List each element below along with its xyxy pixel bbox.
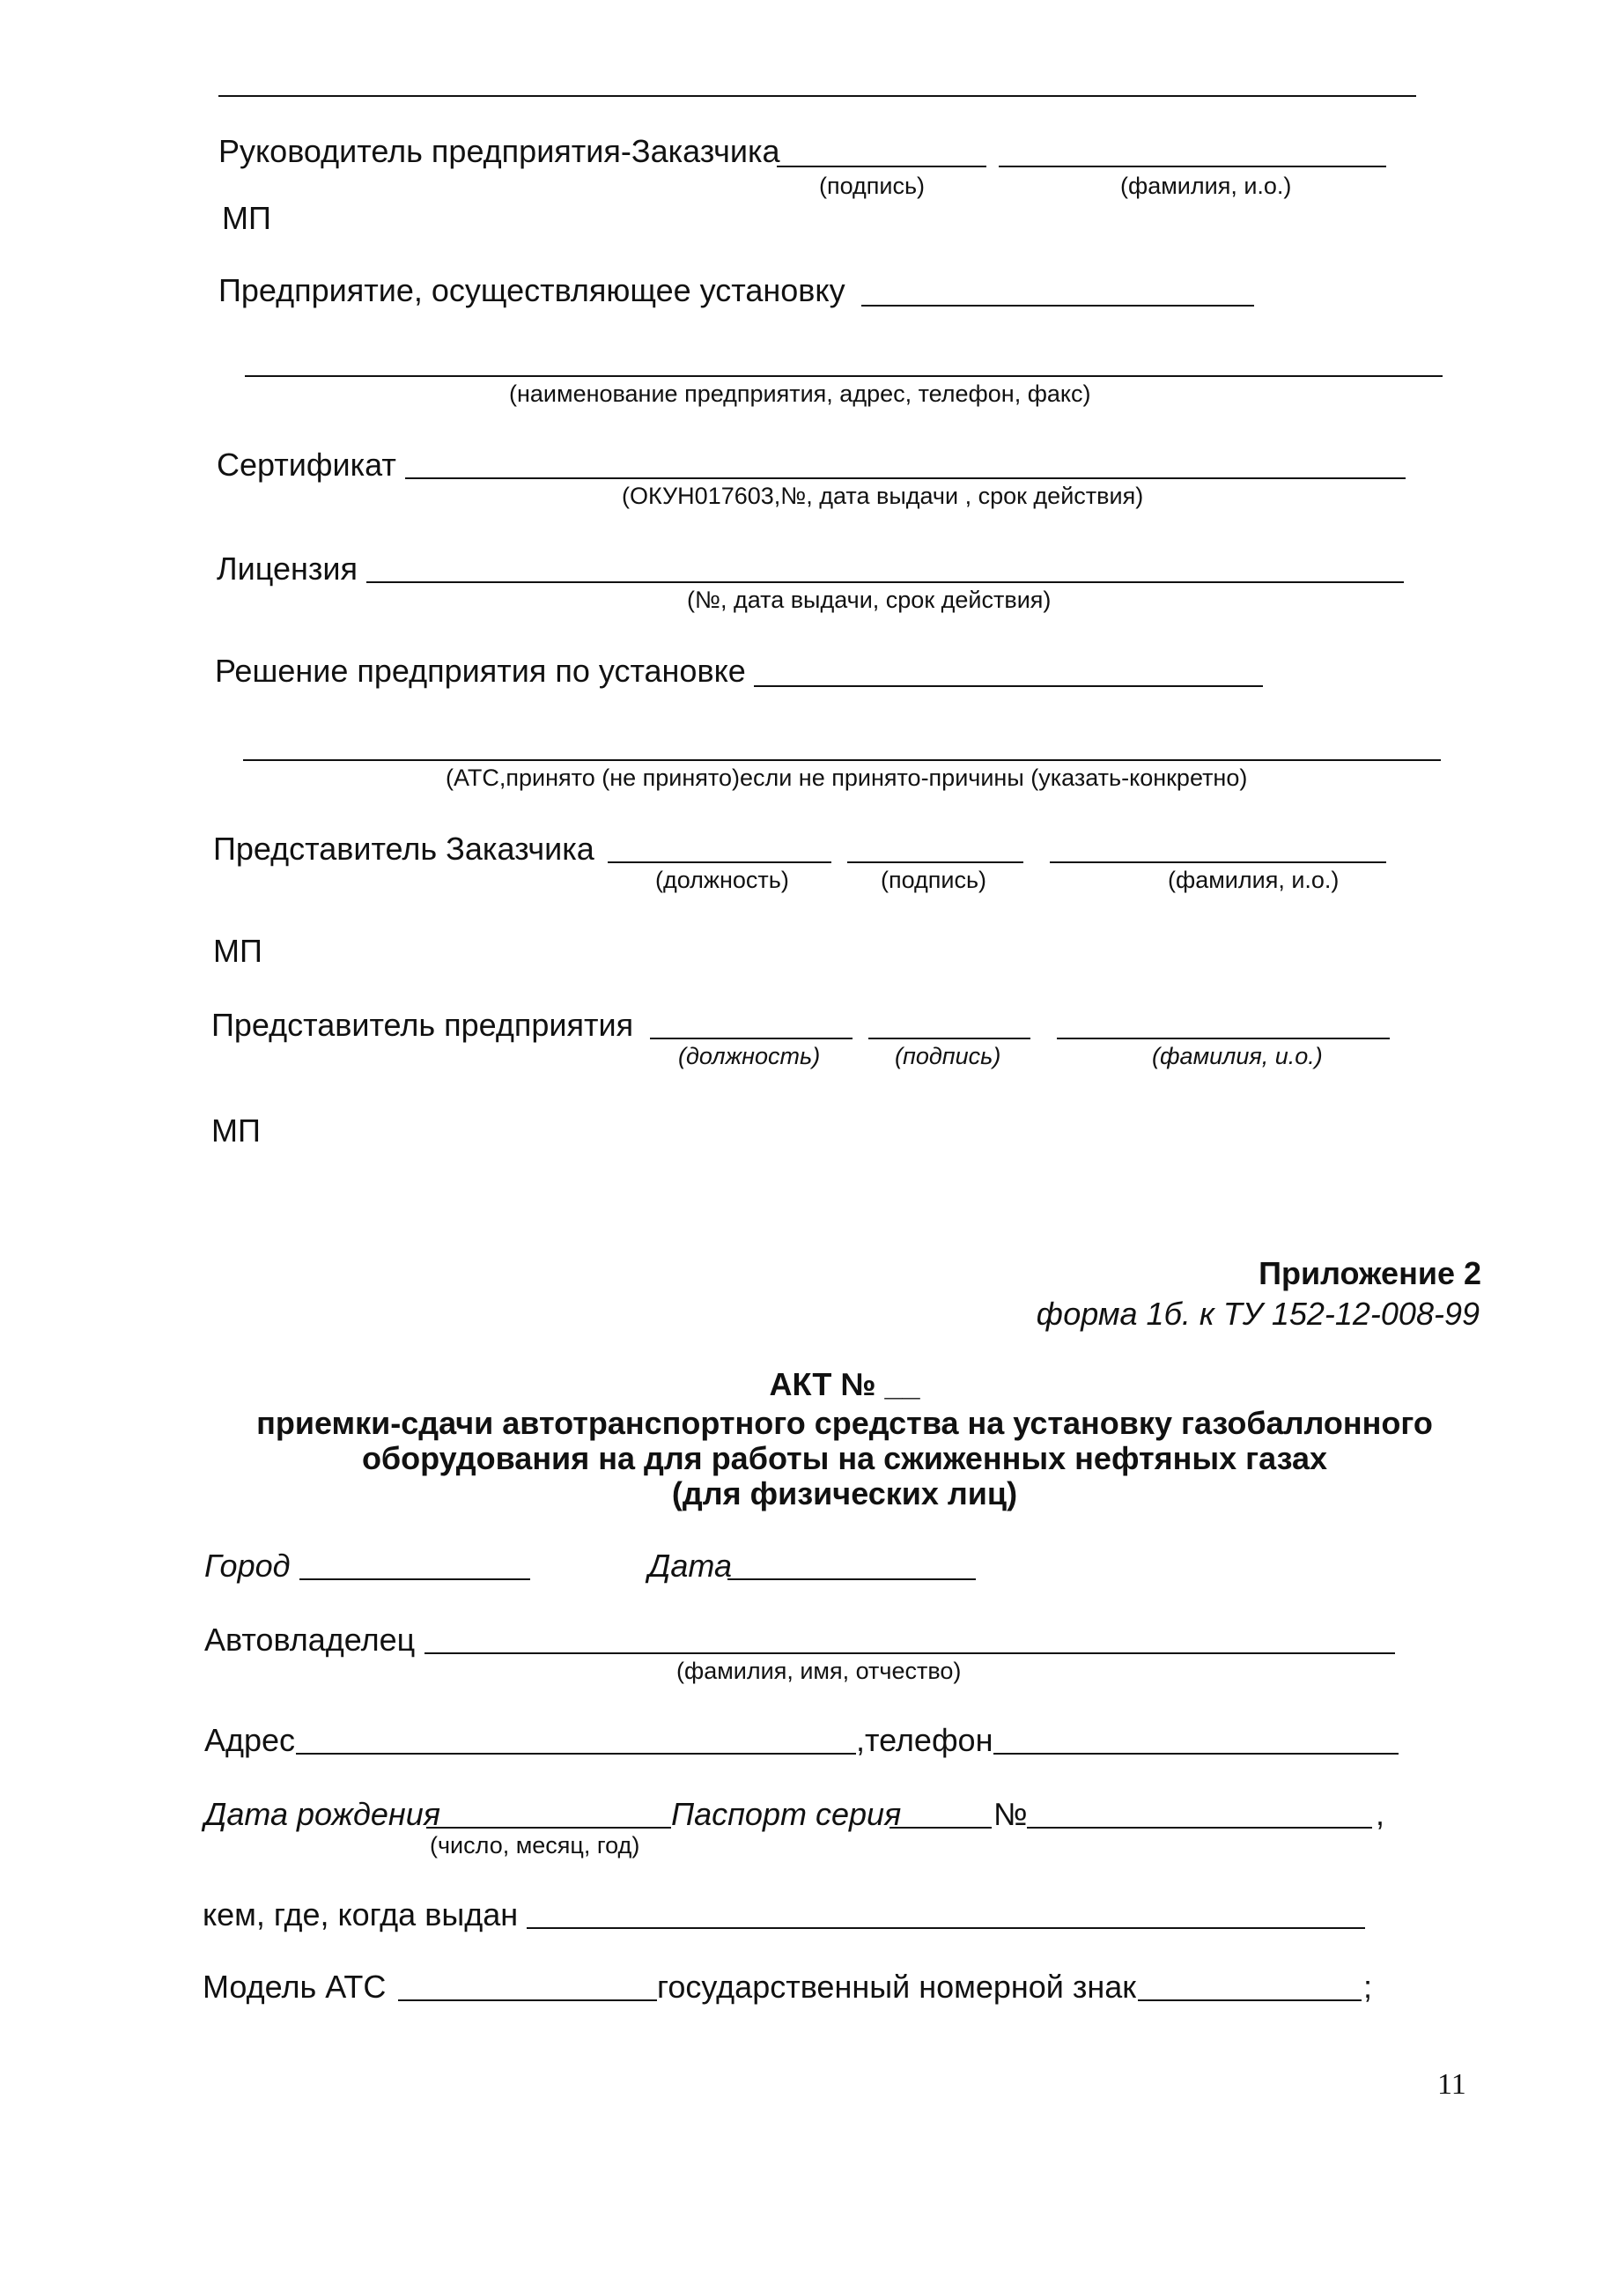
enterprise-position-line[interactable]	[650, 1038, 853, 1039]
decision-hint: (АТС,принято (не принято)если не принято-причины (указать-конкретно)	[446, 765, 1248, 791]
phone-label: ,телефон	[856, 1722, 993, 1758]
installer-label: Предприятие, осуществляющее установку	[218, 272, 845, 308]
city-line[interactable]	[299, 1578, 530, 1580]
passport-comma: ,	[1376, 1796, 1385, 1832]
license-line[interactable]	[366, 581, 1404, 583]
plate-label: государственный номерной знак	[657, 1969, 1137, 2005]
manager-fio-hint: (фамилия, и.о.)	[1120, 173, 1292, 199]
birth-hint: (число, месяц, год)	[430, 1832, 640, 1858]
address-line[interactable]	[296, 1753, 856, 1755]
enterprise-position-hint: (должность)	[678, 1043, 821, 1069]
top-rule	[218, 95, 1416, 97]
customer-signature-line[interactable]	[847, 861, 1023, 863]
installer-line-2[interactable]	[245, 375, 1443, 377]
issued-label: кем, где, когда выдан	[203, 1896, 519, 1932]
model-line[interactable]	[398, 1999, 657, 2001]
birth-line[interactable]	[426, 1827, 671, 1829]
date-line[interactable]	[727, 1578, 976, 1580]
enterprise-fio-hint: (фамилия, и.о.)	[1152, 1043, 1323, 1069]
stamp-label-1: МП	[222, 200, 271, 236]
passport-number-label: №	[993, 1796, 1028, 1832]
page-number: 11	[1437, 2068, 1466, 2101]
decision-label: Решение предприятия по установке	[215, 653, 746, 689]
plate-semicolon: ;	[1363, 1969, 1373, 2005]
manager-signature-line[interactable]	[777, 166, 986, 167]
address-label: Адрес	[204, 1722, 296, 1758]
owner-label: Автовладелец	[204, 1622, 416, 1658]
issued-line[interactable]	[527, 1927, 1365, 1929]
stamp-label-2: МП	[213, 933, 262, 969]
certificate-line[interactable]	[405, 477, 1406, 479]
owner-hint: (фамилия, имя, отчество)	[676, 1658, 962, 1684]
manager-label: Руководитель предприятия-Заказчика	[218, 133, 780, 169]
enterprise-signature-hint: (подпись)	[895, 1043, 1001, 1069]
act-title-line-3: (для физических лиц)	[671, 1475, 1018, 1511]
customer-position-line[interactable]	[608, 861, 831, 863]
date-label: Дата	[648, 1548, 732, 1584]
customer-rep-label: Представитель Заказчика	[213, 831, 594, 867]
customer-fio-hint: (фамилия, и.о.)	[1168, 867, 1340, 893]
stamp-label-3: МП	[211, 1112, 261, 1149]
appendix-form-ref: форма 1б. к ТУ 152-12-008-99	[1036, 1296, 1480, 1332]
plate-line[interactable]	[1138, 1999, 1362, 2001]
act-title-line-2: оборудования на для работы на сжиженных нефтяных газах	[361, 1440, 1328, 1476]
birth-label: Дата рождения	[204, 1796, 440, 1832]
passport-label: Паспорт серия	[671, 1796, 902, 1832]
city-label: Город	[204, 1548, 291, 1584]
act-heading: АКТ № __	[769, 1366, 920, 1402]
passport-series-line[interactable]	[890, 1827, 992, 1829]
decision-line-2[interactable]	[243, 759, 1441, 761]
act-title-line-1: приемки-сдачи автотранспортного средства на установку газобаллонного	[256, 1405, 1433, 1441]
manager-fio-line[interactable]	[999, 166, 1386, 167]
certificate-hint: (ОКУН017603,№, дата выдачи , срок действия)	[622, 483, 1144, 509]
enterprise-fio-line[interactable]	[1057, 1038, 1390, 1039]
enterprise-rep-label: Представитель предприятия	[211, 1007, 634, 1043]
passport-number-line[interactable]	[1027, 1827, 1372, 1829]
license-label: Лицензия	[217, 551, 358, 587]
installer-hint: (наименование предприятия, адрес, телефон, факс)	[509, 381, 1091, 407]
installer-line-1[interactable]	[861, 305, 1254, 307]
owner-line[interactable]	[424, 1652, 1395, 1654]
appendix-title: Приложение 2	[1259, 1255, 1481, 1291]
manager-signature-hint: (подпись)	[819, 173, 926, 199]
customer-fio-line[interactable]	[1050, 861, 1386, 863]
decision-line-1[interactable]	[754, 685, 1263, 687]
model-label: Модель АТС	[203, 1969, 387, 2005]
certificate-label: Сертификат	[217, 447, 396, 483]
enterprise-signature-line[interactable]	[868, 1038, 1030, 1039]
customer-position-hint: (должность)	[655, 867, 789, 893]
customer-signature-hint: (подпись)	[881, 867, 987, 893]
phone-line[interactable]	[993, 1753, 1399, 1755]
license-hint: (№, дата выдачи, срок действия)	[687, 587, 1052, 613]
